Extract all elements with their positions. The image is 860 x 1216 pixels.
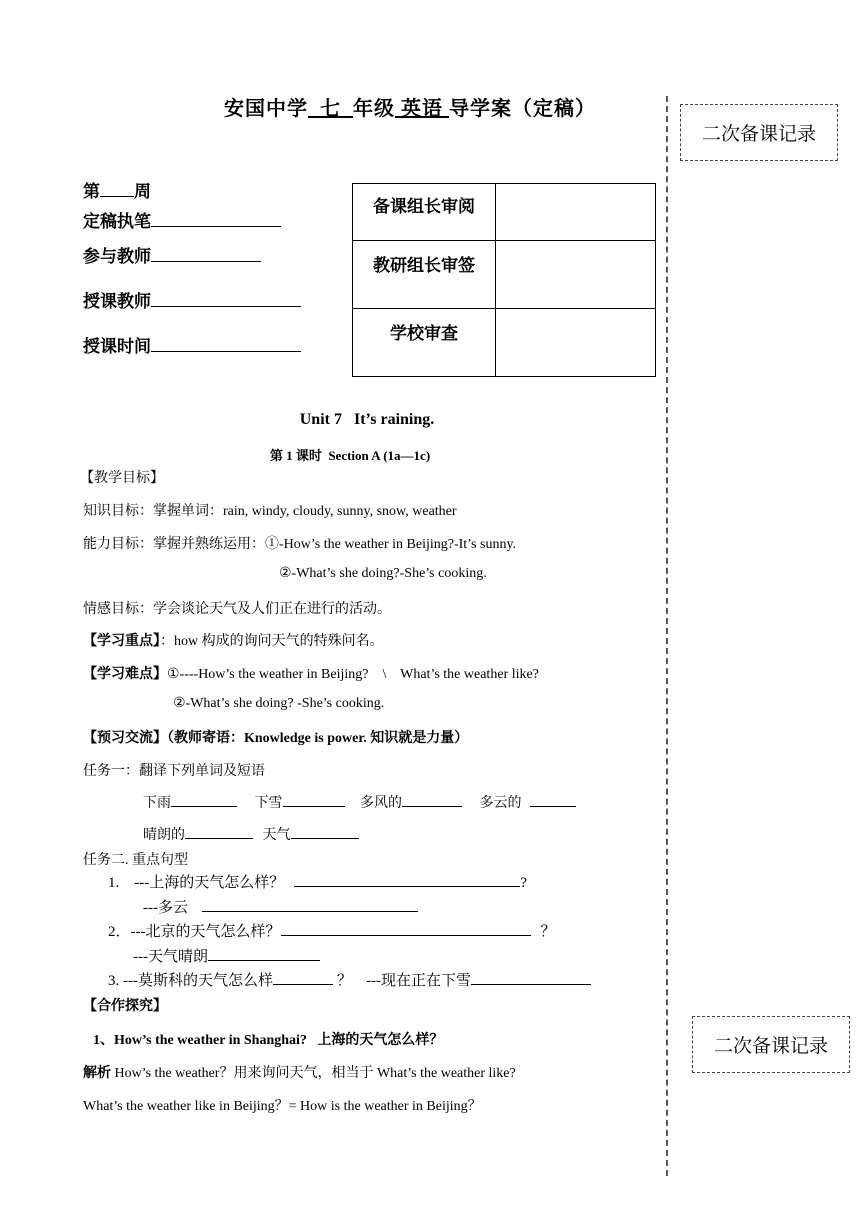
doc-type: 导学案（定稿） — [449, 98, 596, 120]
review-cell-school: 学校审查 — [353, 309, 496, 377]
difficulties-line2: ②-What’s she doing? -She’s cooking. — [173, 696, 385, 711]
task2-heading: 任务二. 重点句型 — [83, 853, 188, 868]
review-value-1 — [496, 184, 656, 241]
cooperation-item-1: 1、How’s the weather in Shanghai? 上海的天气怎么样？ — [93, 1033, 444, 1048]
subject: 英语 — [401, 98, 443, 120]
task1-heading: 任务一：翻译下列单词及短语 — [83, 764, 265, 779]
review-cell-group-leader: 备课组长审阅 — [353, 184, 496, 241]
time-field: 授课时间 — [83, 332, 301, 357]
school-name: 安国中学 — [224, 98, 308, 120]
answer-2: ---天气晴朗 — [133, 945, 320, 966]
difficulties: 【学习难点】①----How’s the weather in Beijing? \ What’s the weather like? — [83, 667, 539, 682]
key-points: 【学习重点】：how 构成的询问天气的特殊问名。 — [83, 634, 384, 649]
margin-divider — [666, 96, 668, 1176]
grade-suffix: 年级 — [353, 98, 395, 120]
review-table — [352, 183, 656, 377]
teachers-field: 参与教师 — [83, 242, 261, 267]
preview-heading: 【预习交流】（教师寄语：Knowledge is power. 知识就是力量） — [83, 731, 469, 746]
second-prep-note-bottom: 二次备课记录 — [692, 1016, 850, 1073]
objectives-heading: 【教学目标】 — [80, 471, 164, 486]
review-cell-research-leader: 教研组长审签 — [353, 241, 496, 309]
lecturer-field: 授课教师 — [83, 287, 301, 312]
review-value-2 — [496, 241, 656, 309]
question-2: 2．---北京的天气怎么样？ ？ — [108, 924, 556, 940]
analysis: 解析 How’s the weather？用来询问天气，相当于 What’s the weather like? — [83, 1066, 516, 1081]
question-1: 1. ---上海的天气怎么样？ ? — [108, 875, 527, 891]
cooperation-heading: 【合作探究】 — [83, 999, 167, 1014]
lesson-title: 第 1 课时 Section A (1a—1c) — [269, 448, 431, 463]
emotion-objective: 情感目标：学会谈论天气及人们正在进行的活动。 — [83, 602, 391, 617]
grade: 七 — [320, 98, 341, 120]
unit-title: Unit 7 It’s raining. — [299, 411, 435, 428]
analysis-example: What’s the weather like in Beijing？= How is the weather in Beijing？ — [83, 1099, 482, 1114]
author-field: 定稿执笔 — [83, 207, 281, 232]
review-value-3 — [496, 309, 656, 377]
question-3: 3. ---莫斯科的天气怎么样 ？ ---现在正在下雪 — [108, 969, 591, 990]
vocab-row-2: 晴朗的 天气 — [143, 824, 359, 844]
week-field: 第 周 — [83, 182, 151, 201]
answer-1: ---多云 — [143, 896, 418, 917]
ability-objective-2: ②-What’s she doing?-She’s cooking. — [279, 566, 487, 581]
ability-objective-1: 能力目标：掌握并熟练运用：①-How’s the weather in Beijing?-It’s sunny. — [83, 537, 517, 552]
vocab-row-1: 下雨 下雪 多风的 多云的 — [143, 792, 576, 812]
second-prep-note-top: 二次备课记录 — [680, 104, 838, 161]
knowledge-objective: 知识目标：掌握单词：rain, windy, cloudy, sunny, snow, weather — [83, 504, 457, 519]
